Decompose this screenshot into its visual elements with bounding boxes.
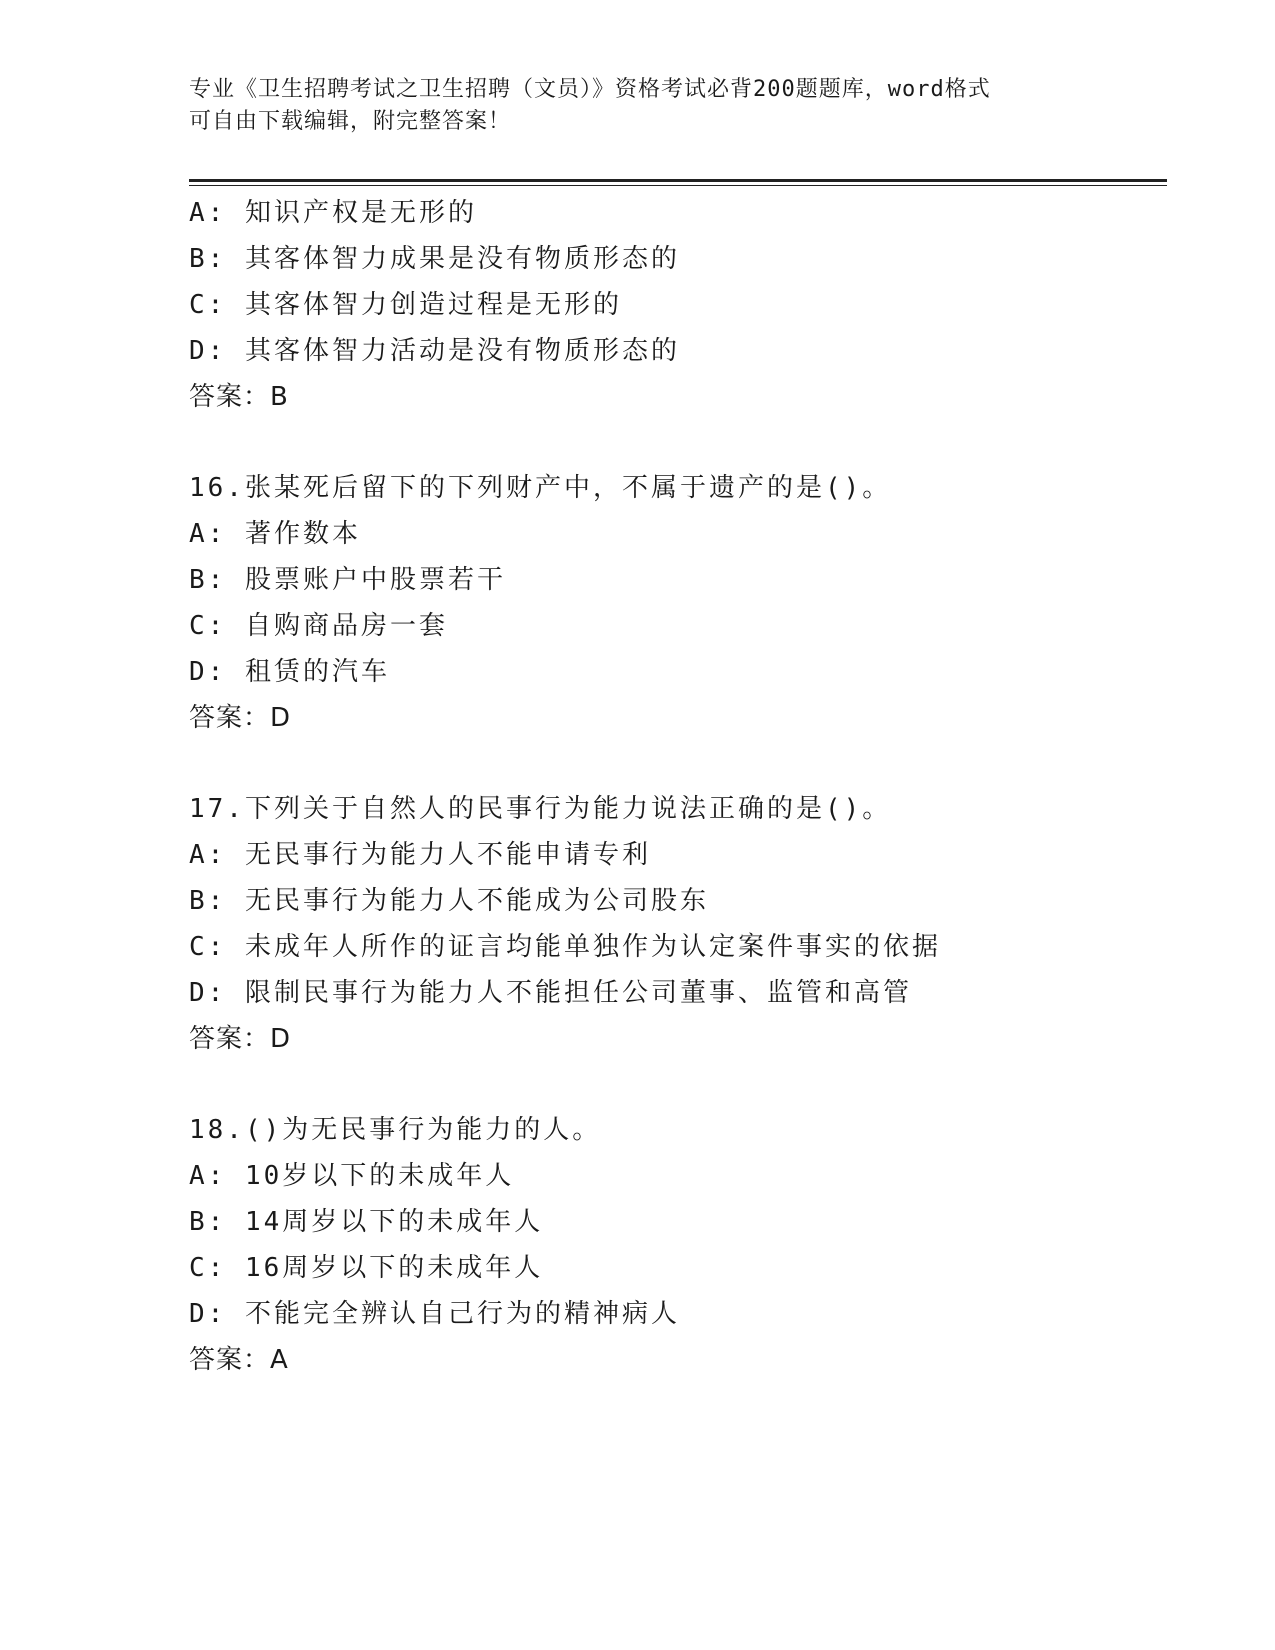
option-d: D: 租赁的汽车 [189,657,390,687]
option-b: B: 14周岁以下的未成年人 [189,1207,544,1237]
option-c: C: 未成年人所作的证言均能单独作为认定案件事实的依据 [189,932,941,962]
question-block-16 [189,465,1167,741]
option-b: B: 其客体智力成果是没有物质形态的 [189,244,680,274]
answer-line: 答案：D [189,1024,292,1054]
question-block-18 [189,1107,1167,1383]
option-d: D: 其客体智力活动是没有物质形态的 [189,336,680,366]
option-a: A: 知识产权是无形的 [189,198,477,228]
option-b: B: 股票账户中股票若干 [189,565,506,595]
header-divider-thin [189,185,1167,186]
header-line-1: 专业《卫生招聘考试之卫生招聘（文员）》资格考试必背200题题库，word格式 [189,77,991,102]
question-stem: 18.()为无民事行为能力的人。 [189,1115,602,1145]
option-b: B: 无民事行为能力人不能成为公司股东 [189,886,709,916]
question-block-15 [189,190,1167,420]
question-list [189,190,1167,1383]
option-c: C: 16周岁以下的未成年人 [189,1253,544,1283]
option-c: C: 自购商品房一套 [189,611,448,641]
option-c: C: 其客体智力创造过程是无形的 [189,290,622,320]
header-divider-thick [189,179,1167,182]
question-block-17 [189,786,1167,1062]
option-a: A: 10岁以下的未成年人 [189,1161,515,1191]
answer-line: 答案：D [189,703,292,733]
header-line-2: 可自由下载编辑，附完整答案！ [189,109,512,134]
document-header [189,74,1089,138]
option-d: D: 限制民事行为能力人不能担任公司董事、监管和高管 [189,978,912,1008]
answer-line: 答案：B [189,382,289,412]
question-stem: 16.张某死后留下的下列财产中，不属于遗产的是()。 [189,473,892,503]
option-d: D: 不能完全辨认自己行为的精神病人 [189,1299,680,1329]
option-a: A: 著作数本 [189,519,361,549]
answer-line: 答案：A [189,1345,289,1375]
question-stem: 17.下列关于自然人的民事行为能力说法正确的是()。 [189,794,892,824]
option-a: A: 无民事行为能力人不能申请专利 [189,840,651,870]
